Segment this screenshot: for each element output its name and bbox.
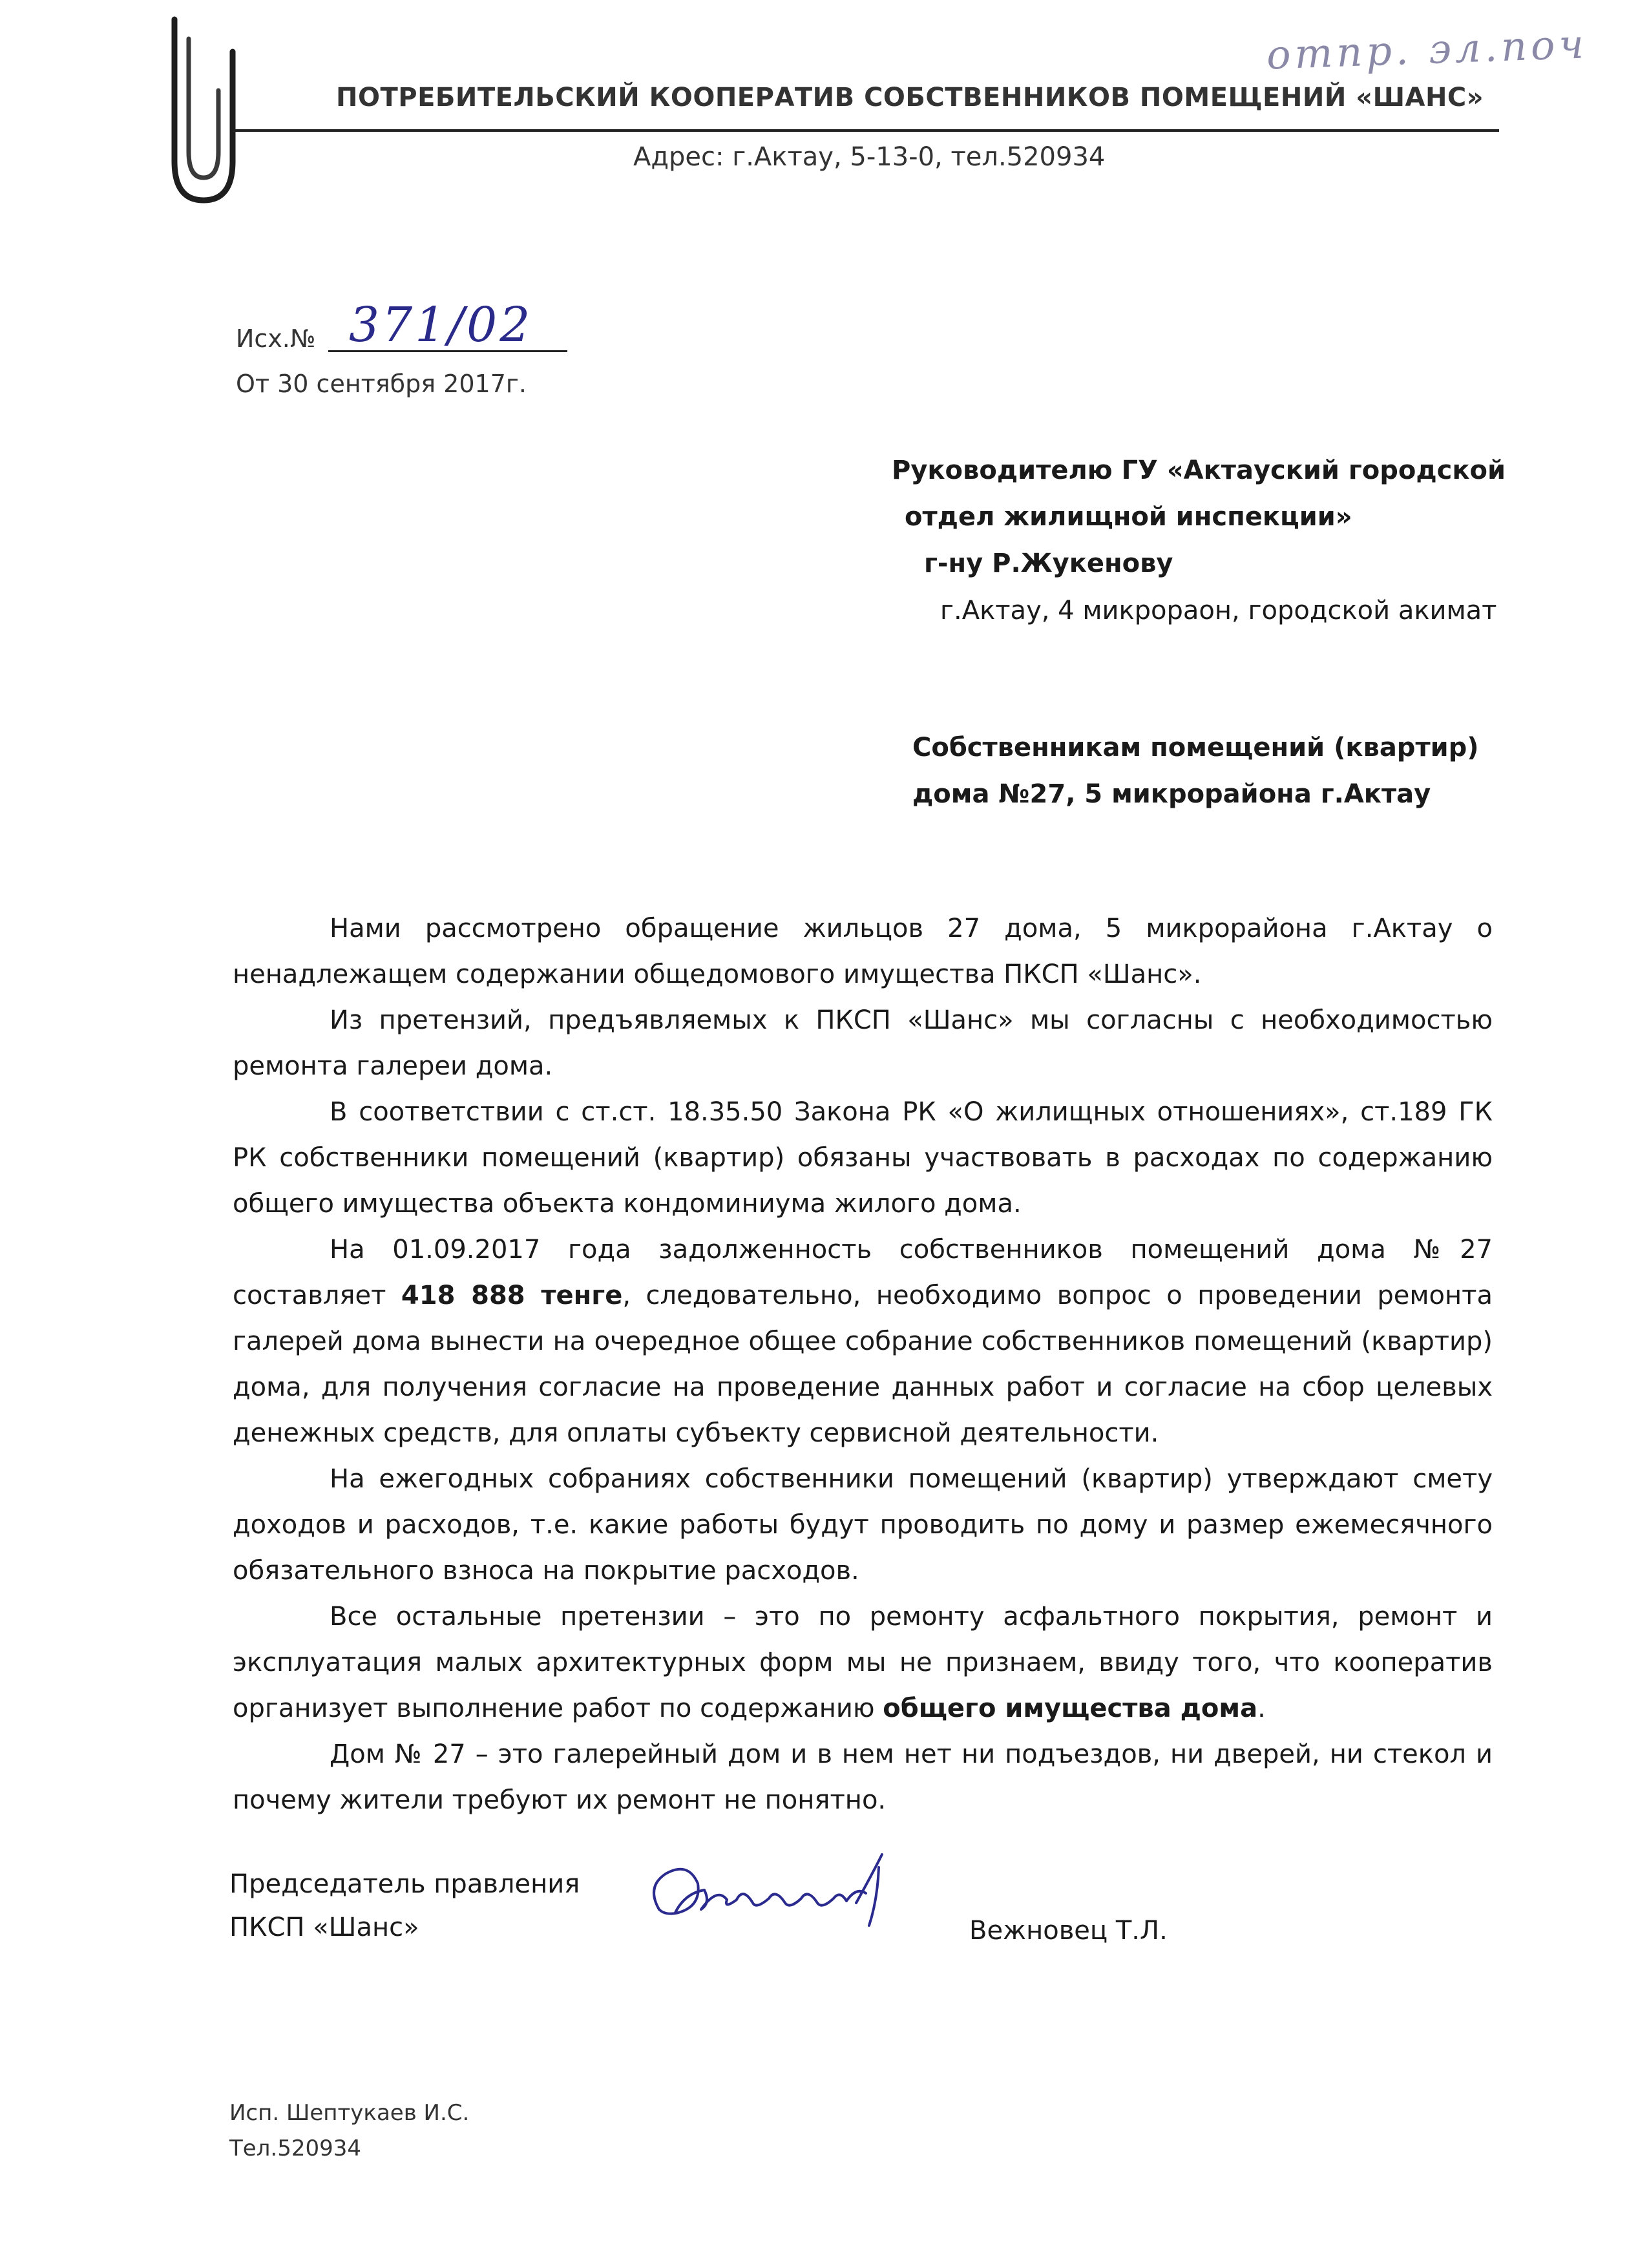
claims-text-end: . xyxy=(1257,1694,1266,1723)
addressee1-line1: Руководителю ГУ «Актауский городской xyxy=(892,456,1506,485)
signatory-name: Вежновец Т.Л. xyxy=(969,1916,1168,1946)
outgoing-number-label: Исх.№ xyxy=(236,324,316,353)
body-paragraph-1: Нами рассмотрено обращение жильцов 27 дома, 5 микрорайона г.Актау о ненадлежащем содержании общедомового имущества ПКСП «Шанс». xyxy=(233,914,1493,989)
claims-text-start: Все остальные претензии – это по ремонту асфальтного покрытия, ремонт и эксплуатация малых архитектурных форм мы не признаем, ввиду того, что кооператив организует выполнение работ по содержанию xyxy=(233,1602,1493,1723)
header-divider xyxy=(233,129,1499,132)
letter-body xyxy=(233,906,1493,1823)
executor-phone: Тел.520934 xyxy=(229,2136,362,2161)
debt-text-start: На 01.09.2017 года задолженность собственников помещений дома №27 составляет xyxy=(233,1235,1493,1310)
debt-text-end: , следовательно, необходимо вопрос о проведении ремонта галерей дома вынести на очередное общее собрание собственников помещений (квартир) дома, для получения согласие на проведение данных работ и согласие на сбор целевых денежных средств, для оплаты субъекту сервисной деятельности. xyxy=(233,1281,1493,1448)
handwritten-corner-note: отпр. эл.поч xyxy=(1265,20,1589,79)
letter-date: От 30 сентября 2017г. xyxy=(236,370,527,398)
paper-clip-icon xyxy=(155,13,239,207)
signatory-role-line1: Председатель правления xyxy=(229,1869,580,1899)
signatory-role-line2: ПКСП «Шанс» xyxy=(229,1913,419,1942)
addressee1-line2: отдел жилищной инспекции» xyxy=(905,502,1352,532)
body-paragraph-6 xyxy=(233,1594,1493,1732)
body-paragraph-3: В соответствии с ст.ст. 18.35.50 Закона РК «О жилищных отношениях», ст.189 ГК РК собственники помещений (квартир) обязаны участвовать в расходах по содержанию общего имущества объекта кондоминиума жилого дома. xyxy=(233,1097,1493,1219)
addressee1-line4: г.Актау, 4 микрораон, городской акимат xyxy=(940,596,1497,625)
body-paragraph-4 xyxy=(233,1227,1493,1456)
handwritten-signature xyxy=(640,1848,911,1938)
addressee2-line2: дома №27, 5 микрорайона г.Актау xyxy=(912,779,1431,809)
debt-amount: 418 888 тенге xyxy=(401,1281,623,1310)
executor-name: Исп. Шептукаев И.С. xyxy=(229,2100,470,2126)
common-property-phrase: общего имущества дома xyxy=(883,1694,1258,1723)
body-paragraph-5: На ежегодных собраниях собственники помещений (квартир) утверждают смету доходов и расходов, т.е. какие работы будут проводить по дому и размер ежемесячного обязательного взноса на покрытие расходов. xyxy=(233,1464,1493,1586)
addressee2-line1: Собственникам помещений (квартир) xyxy=(912,733,1479,762)
organization-address: Адрес: г.Актау, 5-13-0, тел.520934 xyxy=(633,142,1106,172)
addressee1-line3: г-ну Р.Жукенову xyxy=(924,549,1173,578)
body-paragraph-7: Дом № 27 – это галерейный дом и в нем нет ни подъездов, ни дверей, ни стекол и почему жители требуют их ремонт не понятно. xyxy=(233,1739,1493,1815)
organization-name: ПОТРЕБИТЕЛЬСКИЙ КООПЕРАТИВ СОБСТВЕННИКОВ ПОМЕЩЕНИЙ «ШАНС» xyxy=(336,83,1484,112)
outgoing-number-handwritten: 371/02 xyxy=(349,297,533,353)
body-paragraph-2: Из претензий, предъявляемых к ПКСП «Шанс» мы согласны с необходимостью ремонта галереи дома. xyxy=(233,1005,1493,1081)
